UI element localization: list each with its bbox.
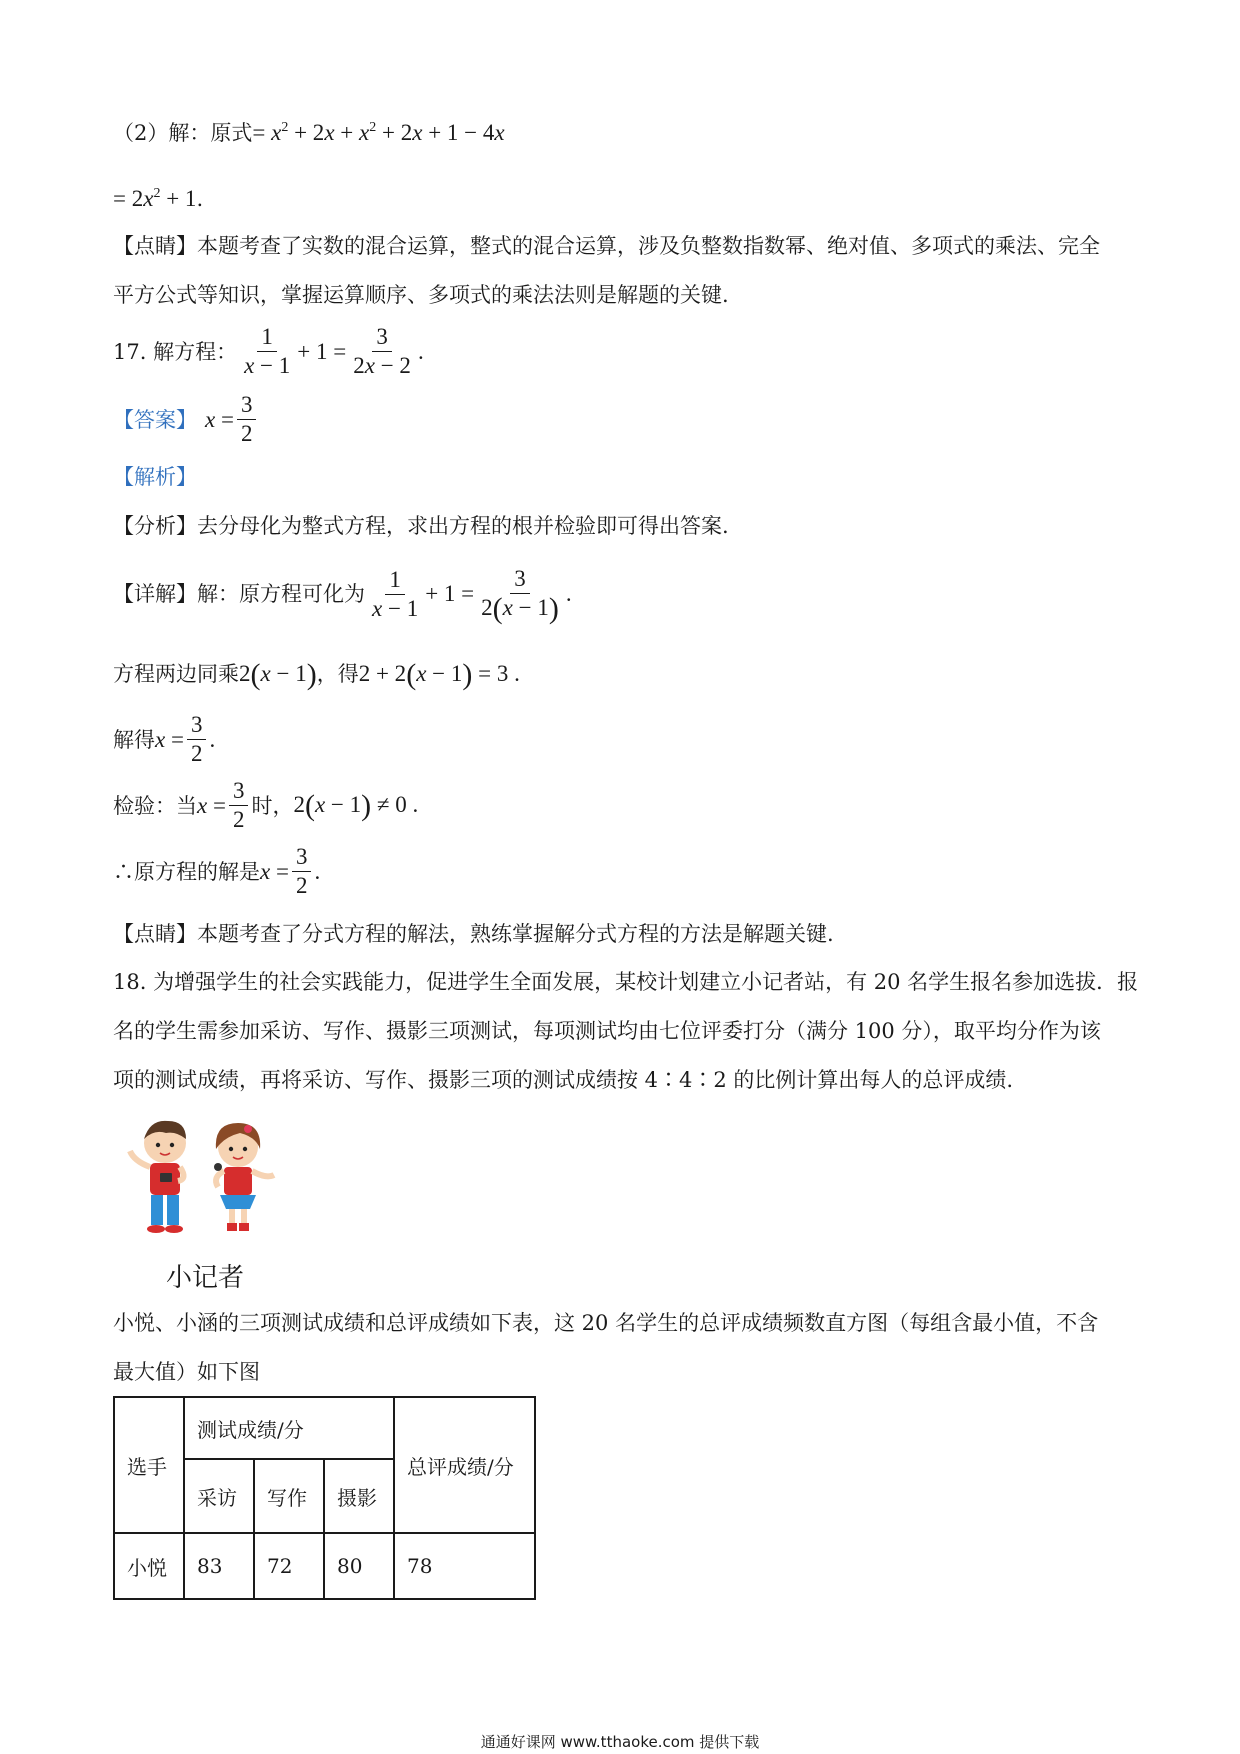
jiexi-tag: 【解析】 [113, 465, 197, 489]
check-line: 检验：当 x = $\frac{3}{2}$ 时， 2(x − 1) ≠ 0 . [113, 778, 419, 832]
step3-line: 解得 x = $\frac{3}{2}$ . [113, 712, 216, 766]
detail-prefix: 【详解】解：原方程可化为 [113, 582, 365, 606]
header-interview: 采访 [184, 1459, 254, 1533]
header-writing: 写作 [254, 1459, 324, 1533]
step2-line: 方程两边同乘2(x − 1)，得2 + 2(x − 1) = 3 . [113, 658, 520, 691]
question-18-intro1: 小悦、小涵的三项测试成绩和总评成绩如下表，这 20 名学生的总评成绩频数直方图（每组含最小值，不含 [113, 1311, 1099, 1335]
girl-reporter-figure [214, 1123, 274, 1231]
question-17-label: 17. 解方程： [113, 339, 238, 364]
table-row [114, 1533, 535, 1599]
cell-name: 小悦 [114, 1533, 184, 1599]
cell-total: 78 [394, 1533, 535, 1599]
question-18-line2: 名的学生需参加采访、写作、摄影三项测试，每项测试均由七位评委打分（满分 100 分），取平均分作为该 [113, 1019, 1101, 1043]
boy-reporter-figure [130, 1121, 186, 1233]
reporters-illustration [120, 1115, 300, 1245]
header-total: 总评成绩/分 [394, 1397, 535, 1533]
question-18-line3: 项的测试成绩，再将采访、写作、摄影三项的测试成绩按 4∶4∶2 的比例计算出每人的总评成绩. [113, 1068, 1014, 1092]
fraction: $\frac{3}{2}$ [229, 778, 249, 833]
cell-photo: 80 [324, 1533, 394, 1599]
answer-line: 【答案】 x = $\frac{3}{2}$ [113, 392, 259, 447]
table-header-row [114, 1397, 535, 1459]
fraction: $\frac{1}{x - 1}$ [244, 324, 291, 378]
dianjing-1-line1: 【点睛】本题考查了实数的混合运算，整式的混合运算，涉及负整数指数幂、绝对值、多项式的乘法、完全 [113, 234, 1100, 258]
question-18-line1: 18. 为增强学生的社会实践能力，促进学生全面发展，某校计划建立小记者站，有 20 名学生报名参加选拔．报 [113, 970, 1139, 994]
dianjing-1-line2: 平方公式等知识，掌握运算顺序、多项式的乘法法则是解题的关键. [113, 283, 729, 307]
fraction: $\frac{3}{2}$ [237, 392, 257, 447]
figure-caption: 小记者 [166, 1263, 245, 1293]
header-test-scores: 测试成绩/分 [184, 1397, 394, 1459]
header-photo: 摄影 [324, 1459, 394, 1533]
detail-line: 【详解】解：原方程可化为 $\frac{1}{x - 1}$ + 1 = $\frac{3}{2(x - 1)}$ . [113, 566, 572, 625]
fraction: $\frac{3}{2}$ [292, 844, 312, 899]
solution-part2-line1: （2）解：原式= $x^2 + 2x + x^2 + 2x + 1 - 4x$ [113, 120, 505, 145]
fraction: $\frac{3}{2}$ [187, 712, 207, 767]
scores-table [113, 1396, 536, 1600]
fraction: $\frac{3}{2x - 2}$ [353, 324, 411, 378]
conclusion-line: ∴原方程的解是 x = $\frac{3}{2}$ . [113, 844, 321, 898]
question-17: 17. 解方程： $\frac{1}{x - 1}$ + 1 = $\frac{3}{2x - 2}$ . [113, 324, 424, 378]
fraction: $\frac{1}{x - 1}$ [372, 566, 419, 621]
fraction: $\frac{3}{2(x - 1)}$ [481, 566, 559, 625]
cell-interview: 83 [184, 1533, 254, 1599]
question-18-intro2: 最大值）如下图 [113, 1360, 260, 1384]
part2-label: （2）解：原式 [113, 121, 253, 145]
footer-source: 通通好课网 www.tthaoke.com 提供下载 [480, 1733, 760, 1751]
answer-tag: 【答案】 [113, 407, 197, 432]
cell-writing: 72 [254, 1533, 324, 1599]
header-player: 选手 [114, 1397, 184, 1533]
fenxi-line: 【分析】去分母化为整式方程，求出方程的根并检验即可得出答案. [113, 514, 729, 538]
solution-part2-line2: = $2x^2 + 1$. [113, 186, 204, 211]
dianjing-2: 【点睛】本题考查了分式方程的解法，熟练掌握解分式方程的方法是解题关键. [113, 922, 834, 946]
